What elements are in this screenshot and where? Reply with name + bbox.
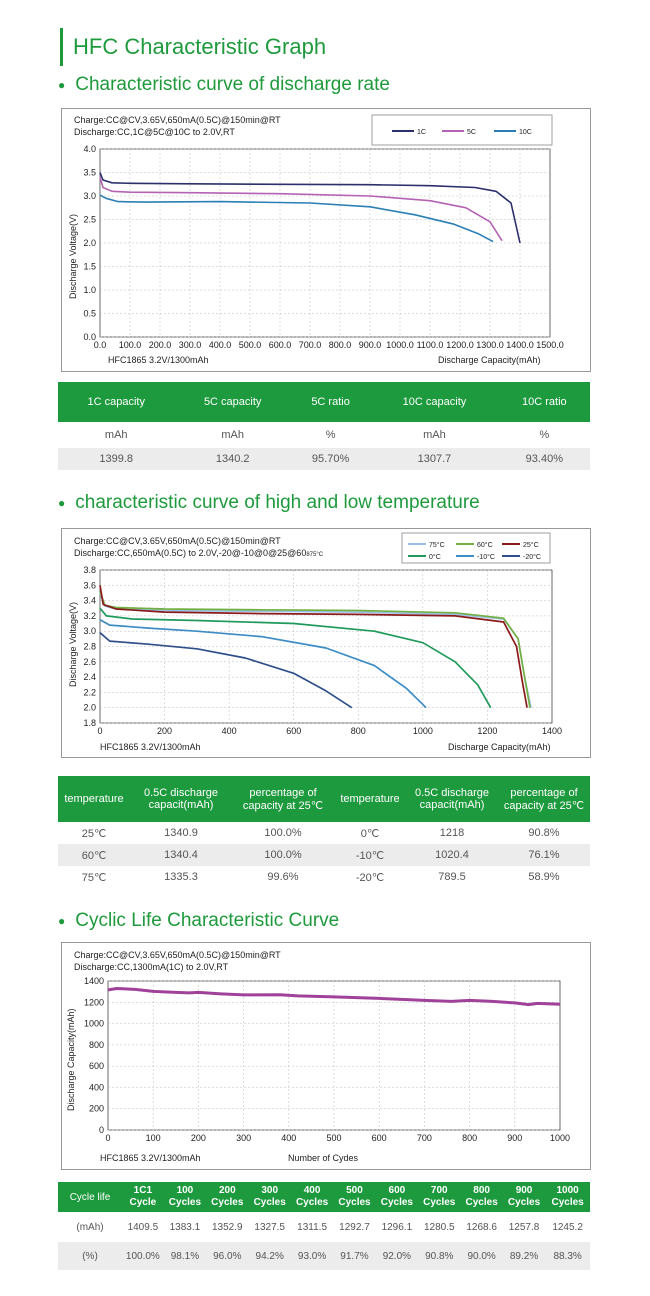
table-cell: 90.0% (460, 1242, 502, 1270)
x-tick-label: 500.0 (238, 340, 262, 350)
legend-label-5c: 5C (467, 129, 476, 136)
y-tick-label: 1.5 (83, 261, 96, 272)
y-tick-label: 400 (88, 1082, 104, 1093)
y-tick-label: 2.8 (83, 641, 96, 652)
section-heading-temperature (58, 492, 480, 514)
unit-cell: % (325, 429, 336, 441)
y-tick-label: 3.5 (83, 167, 96, 178)
series-line-1c (100, 173, 520, 244)
table-cell: 90.8% (418, 1242, 460, 1270)
y-tick-label: 3.0 (83, 191, 96, 201)
value-cell: 1399.8 (58, 448, 174, 470)
x-tick-label: 300 (236, 1133, 252, 1143)
col-header: 5C capacity (174, 382, 290, 422)
col-header: 10C capacity (370, 382, 498, 422)
table-cell: 98.1% (164, 1242, 206, 1270)
model-label: HFC1865 3.2V/1300mAh (100, 742, 201, 752)
x-tick-label: 600.0 (268, 340, 292, 350)
col-header: 5C ratio (291, 382, 370, 422)
table-cell: 100.0% (232, 844, 334, 866)
col-header: 300 Cycles (249, 1182, 291, 1212)
condition-line: Discharge:CC,1300mA(1C) to 2.0V,RT (74, 962, 229, 972)
x-tick-label: 700 (416, 1133, 432, 1143)
grid (83, 144, 563, 350)
unit-cell: mAh (423, 429, 446, 441)
section-heading-cycle (58, 910, 339, 932)
table-cell: 1383.1 (169, 1221, 201, 1233)
table-cell: 60℃ (58, 844, 130, 866)
table-cell: 1352.9 (212, 1221, 243, 1233)
col-header: 1C1 Cycle (122, 1182, 164, 1212)
model-label: HFC1865 3.2V/1300mAh (108, 355, 209, 365)
x-tick-label: 300.0 (178, 340, 202, 350)
section-title: characteristic curve of high and low temperature (75, 492, 480, 513)
legend-label-minus20c: -20°C (523, 554, 541, 561)
x-axis-title: Number of Cydes (288, 1153, 359, 1163)
x-tick-label: 900.0 (358, 340, 382, 350)
y-axis-title: Discharge Voltage(V) (68, 601, 78, 687)
col-header: 100 Cycles (164, 1182, 206, 1212)
y-axis-title: Discharge Capacity(mAh) (66, 1008, 76, 1111)
col-header: temperature (334, 776, 406, 822)
col-header: percentage of capacity at 25℃ (232, 776, 334, 822)
y-tick-label: 3.4 (83, 595, 96, 606)
model-label: HFC1865 3.2V/1300mAh (100, 1153, 201, 1163)
condition-line: Charge:CC@CV,3.65V,650mA(0.5C)@150min@RT (74, 950, 281, 960)
bullet-icon: ● (58, 495, 66, 510)
x-axis-title: Discharge Capacity(mAh) (438, 355, 541, 365)
col-header: 0.5C discharge capacit(mAh) (130, 776, 232, 822)
unit-cell: % (539, 429, 550, 441)
x-tick-label: 100.0 (118, 340, 142, 350)
col-header: 0.5C discharge capacit(mAh) (406, 776, 498, 822)
table-cell: 0℃ (360, 827, 380, 840)
table-cell: 1340.9 (164, 827, 198, 839)
cycle-chart (61, 942, 591, 1170)
col-header: 400 Cycles (291, 1182, 333, 1212)
condition-line: Charge:CC@CV,3.65V,650mA(0.5C)@150min@RT (74, 536, 281, 546)
section-heading-discharge-rate (58, 74, 390, 96)
col-header: 1C capacity (58, 382, 174, 422)
col-header: 1000 Cycles (545, 1182, 590, 1212)
section-title: Characteristic curve of discharge rate (75, 74, 390, 95)
y-tick-label: 1000 (83, 1018, 104, 1029)
x-tick-label: 100 (145, 1133, 161, 1143)
table-cell: 76.1% (498, 844, 590, 866)
y-tick-label: 0 (98, 1125, 104, 1135)
col-header: 10C ratio (499, 382, 590, 422)
condition-line: Charge:CC@CV,3.65V,650mA(0.5C)@150min@RT (74, 115, 281, 125)
table-cell: 1245.2 (552, 1221, 583, 1233)
legend-label-0c: 0°C (429, 554, 441, 561)
x-tick-label: 200 (157, 726, 173, 736)
x-tick-label: 1200 (477, 726, 498, 736)
y-tick-label: 1.8 (83, 718, 96, 728)
x-tick-label: 1200.0 (446, 340, 474, 350)
unit-cell: mAh (104, 429, 128, 441)
condition-suffix: 875°C (306, 552, 324, 558)
table-cell: 96.0% (206, 1242, 248, 1270)
x-tick-label: 1500.0 (536, 340, 564, 350)
y-tick-label: 800 (88, 1039, 104, 1050)
discharge-rate-table (58, 382, 590, 470)
y-tick-label: 0.5 (83, 308, 96, 319)
series-line-20c (100, 633, 352, 708)
cycle-svg (62, 943, 590, 1169)
y-tick-label: 2.6 (83, 656, 96, 667)
table-cell: 1335.3 (164, 871, 198, 883)
legend-label-minus10c: -10°C (477, 554, 495, 561)
table-cell: 1257.8 (508, 1221, 540, 1233)
y-axis-title: Discharge Voltage(V) (68, 213, 78, 299)
table-cell: 1409.5 (127, 1221, 159, 1233)
table-cell: -10℃ (334, 844, 406, 866)
x-tick-label: 1400 (541, 726, 563, 736)
y-tick-label: 4.0 (83, 144, 96, 154)
table-cell: 92.0% (376, 1242, 418, 1270)
table-cell: 789.5 (438, 871, 466, 883)
row-label: Cycle life (58, 1182, 122, 1212)
temperature-chart (61, 528, 591, 758)
col-header: 700 Cycles (418, 1182, 460, 1212)
x-tick-label: 200 (190, 1133, 206, 1143)
y-tick-label: 2.4 (83, 672, 96, 683)
x-tick-label: 400.0 (208, 340, 232, 350)
x-tick-label: 600 (286, 726, 302, 736)
col-header: percentage of capacity at 25℃ (498, 776, 590, 822)
series-line-0c (100, 608, 491, 707)
unit-cell: (%) (58, 1242, 122, 1270)
legend (372, 115, 552, 145)
y-tick-label: 0.0 (83, 332, 96, 342)
x-tick-label: 700.0 (298, 340, 322, 350)
x-tick-label: 0 (97, 726, 103, 736)
discharge-rate-chart (61, 108, 591, 372)
x-tick-label: 1000 (412, 726, 433, 736)
table-cell: 1311.5 (297, 1221, 327, 1233)
x-tick-label: 1300.0 (476, 340, 504, 350)
unit-cell: mAh (221, 429, 244, 441)
table-cell: 89.2% (503, 1242, 545, 1270)
y-tick-label: 200 (88, 1103, 104, 1114)
discharge-rate-svg (62, 109, 590, 371)
section-title: Cyclic Life Characteristic Curve (75, 910, 340, 931)
legend-label-60c: 60°C (477, 542, 493, 549)
table-cell: 100.0% (264, 827, 302, 839)
x-tick-label: 800.0 (328, 340, 352, 350)
x-tick-label: 1000.0 (386, 340, 414, 350)
condition-line (74, 548, 324, 558)
x-axis-title: Discharge Capacity(mAh) (448, 742, 551, 752)
bullet-icon: ● (58, 77, 66, 92)
x-tick-label: 0 (105, 1133, 111, 1143)
table-cell: 1280.5 (423, 1221, 455, 1233)
table-cell: 91.7% (333, 1242, 375, 1270)
value-cell: 93.40% (499, 448, 590, 470)
y-tick-label: 3.0 (83, 626, 96, 637)
legend-label-75c: 75°C (429, 542, 445, 549)
unit-cell: (mAh) (76, 1221, 104, 1233)
y-tick-label: 600 (88, 1061, 104, 1072)
y-tick-label: 2.0 (83, 238, 96, 248)
legend-label-25c: 25°C (523, 542, 539, 549)
y-tick-label: 3.6 (83, 580, 96, 591)
legend-label-10c: 10C (519, 129, 532, 136)
table-cell: 1292.7 (339, 1221, 370, 1233)
col-header: temperature (58, 776, 130, 822)
bullet-icon: ● (58, 913, 66, 928)
table-cell: 90.8% (528, 827, 560, 839)
y-tick-label: 3.2 (83, 610, 96, 621)
table-cell: 58.9% (528, 871, 560, 883)
table-cell: -20℃ (355, 871, 385, 884)
x-tick-label: 900 (507, 1133, 523, 1143)
table-cell: 88.3% (545, 1242, 590, 1270)
table-cell: 99.6% (267, 871, 299, 883)
table-cell: 1268.6 (466, 1221, 497, 1233)
table-cell: 93.0% (291, 1242, 333, 1270)
table-cell: 94.2% (249, 1242, 291, 1270)
cycle-table (58, 1182, 590, 1270)
x-tick-label: 400 (221, 726, 237, 736)
table-cell: 1020.4 (406, 844, 498, 866)
condition-line: Discharge:CC,1C@5C@10C to 2.0V,RT (74, 127, 235, 137)
x-tick-label: 1400.0 (506, 340, 534, 350)
x-tick-label: 1000 (549, 1133, 571, 1143)
col-header: 600 Cycles (376, 1182, 418, 1212)
table-cell: 1296.1 (381, 1221, 413, 1233)
col-header: 800 Cycles (460, 1182, 502, 1212)
x-tick-label: 200.0 (148, 340, 172, 350)
x-tick-label: 600 (371, 1133, 387, 1143)
series-lines (100, 173, 520, 244)
y-tick-label: 3.8 (83, 565, 96, 575)
value-cell: 95.70% (291, 448, 370, 470)
x-tick-label: 800 (350, 726, 366, 736)
y-tick-label: 2.2 (83, 687, 96, 698)
x-tick-label: 400 (281, 1133, 297, 1143)
table-cell: 1340.4 (130, 844, 232, 866)
y-tick-label: 1.0 (83, 285, 96, 295)
page-title: HFC Characteristic Graph (60, 28, 326, 66)
grid (83, 565, 562, 736)
table-cell: 100.0% (122, 1242, 164, 1270)
legend-label-1c: 1C (417, 129, 426, 136)
table-cell: 25℃ (81, 827, 107, 840)
x-tick-label: 500 (326, 1133, 342, 1143)
x-tick-label: 800 (462, 1133, 478, 1143)
table-cell: 1218 (439, 827, 465, 839)
value-cell: 1340.2 (174, 448, 290, 470)
y-tick-label: 2.5 (83, 214, 96, 225)
condition-text: Discharge:CC,650mA(0.5C) to 2.0V,-20@-10@0@25@60 (74, 548, 307, 558)
plot-frame (108, 981, 560, 1130)
col-header: 200 Cycles (206, 1182, 248, 1212)
x-tick-label: 1100.0 (416, 340, 444, 350)
y-tick-label: 1200 (83, 997, 104, 1008)
y-tick-label: 2.0 (83, 702, 96, 713)
col-header: 900 Cycles (503, 1182, 545, 1212)
value-cell: 1307.7 (370, 448, 498, 470)
temperature-svg (62, 529, 590, 757)
legend (402, 533, 550, 563)
table-cell: 75℃ (81, 871, 107, 884)
col-header: 500 Cycles (333, 1182, 375, 1212)
table-cell: 1327.5 (254, 1221, 285, 1233)
y-tick-label: 1400 (83, 976, 104, 986)
x-tick-label: 0.0 (93, 340, 107, 350)
temperature-table (58, 776, 590, 888)
